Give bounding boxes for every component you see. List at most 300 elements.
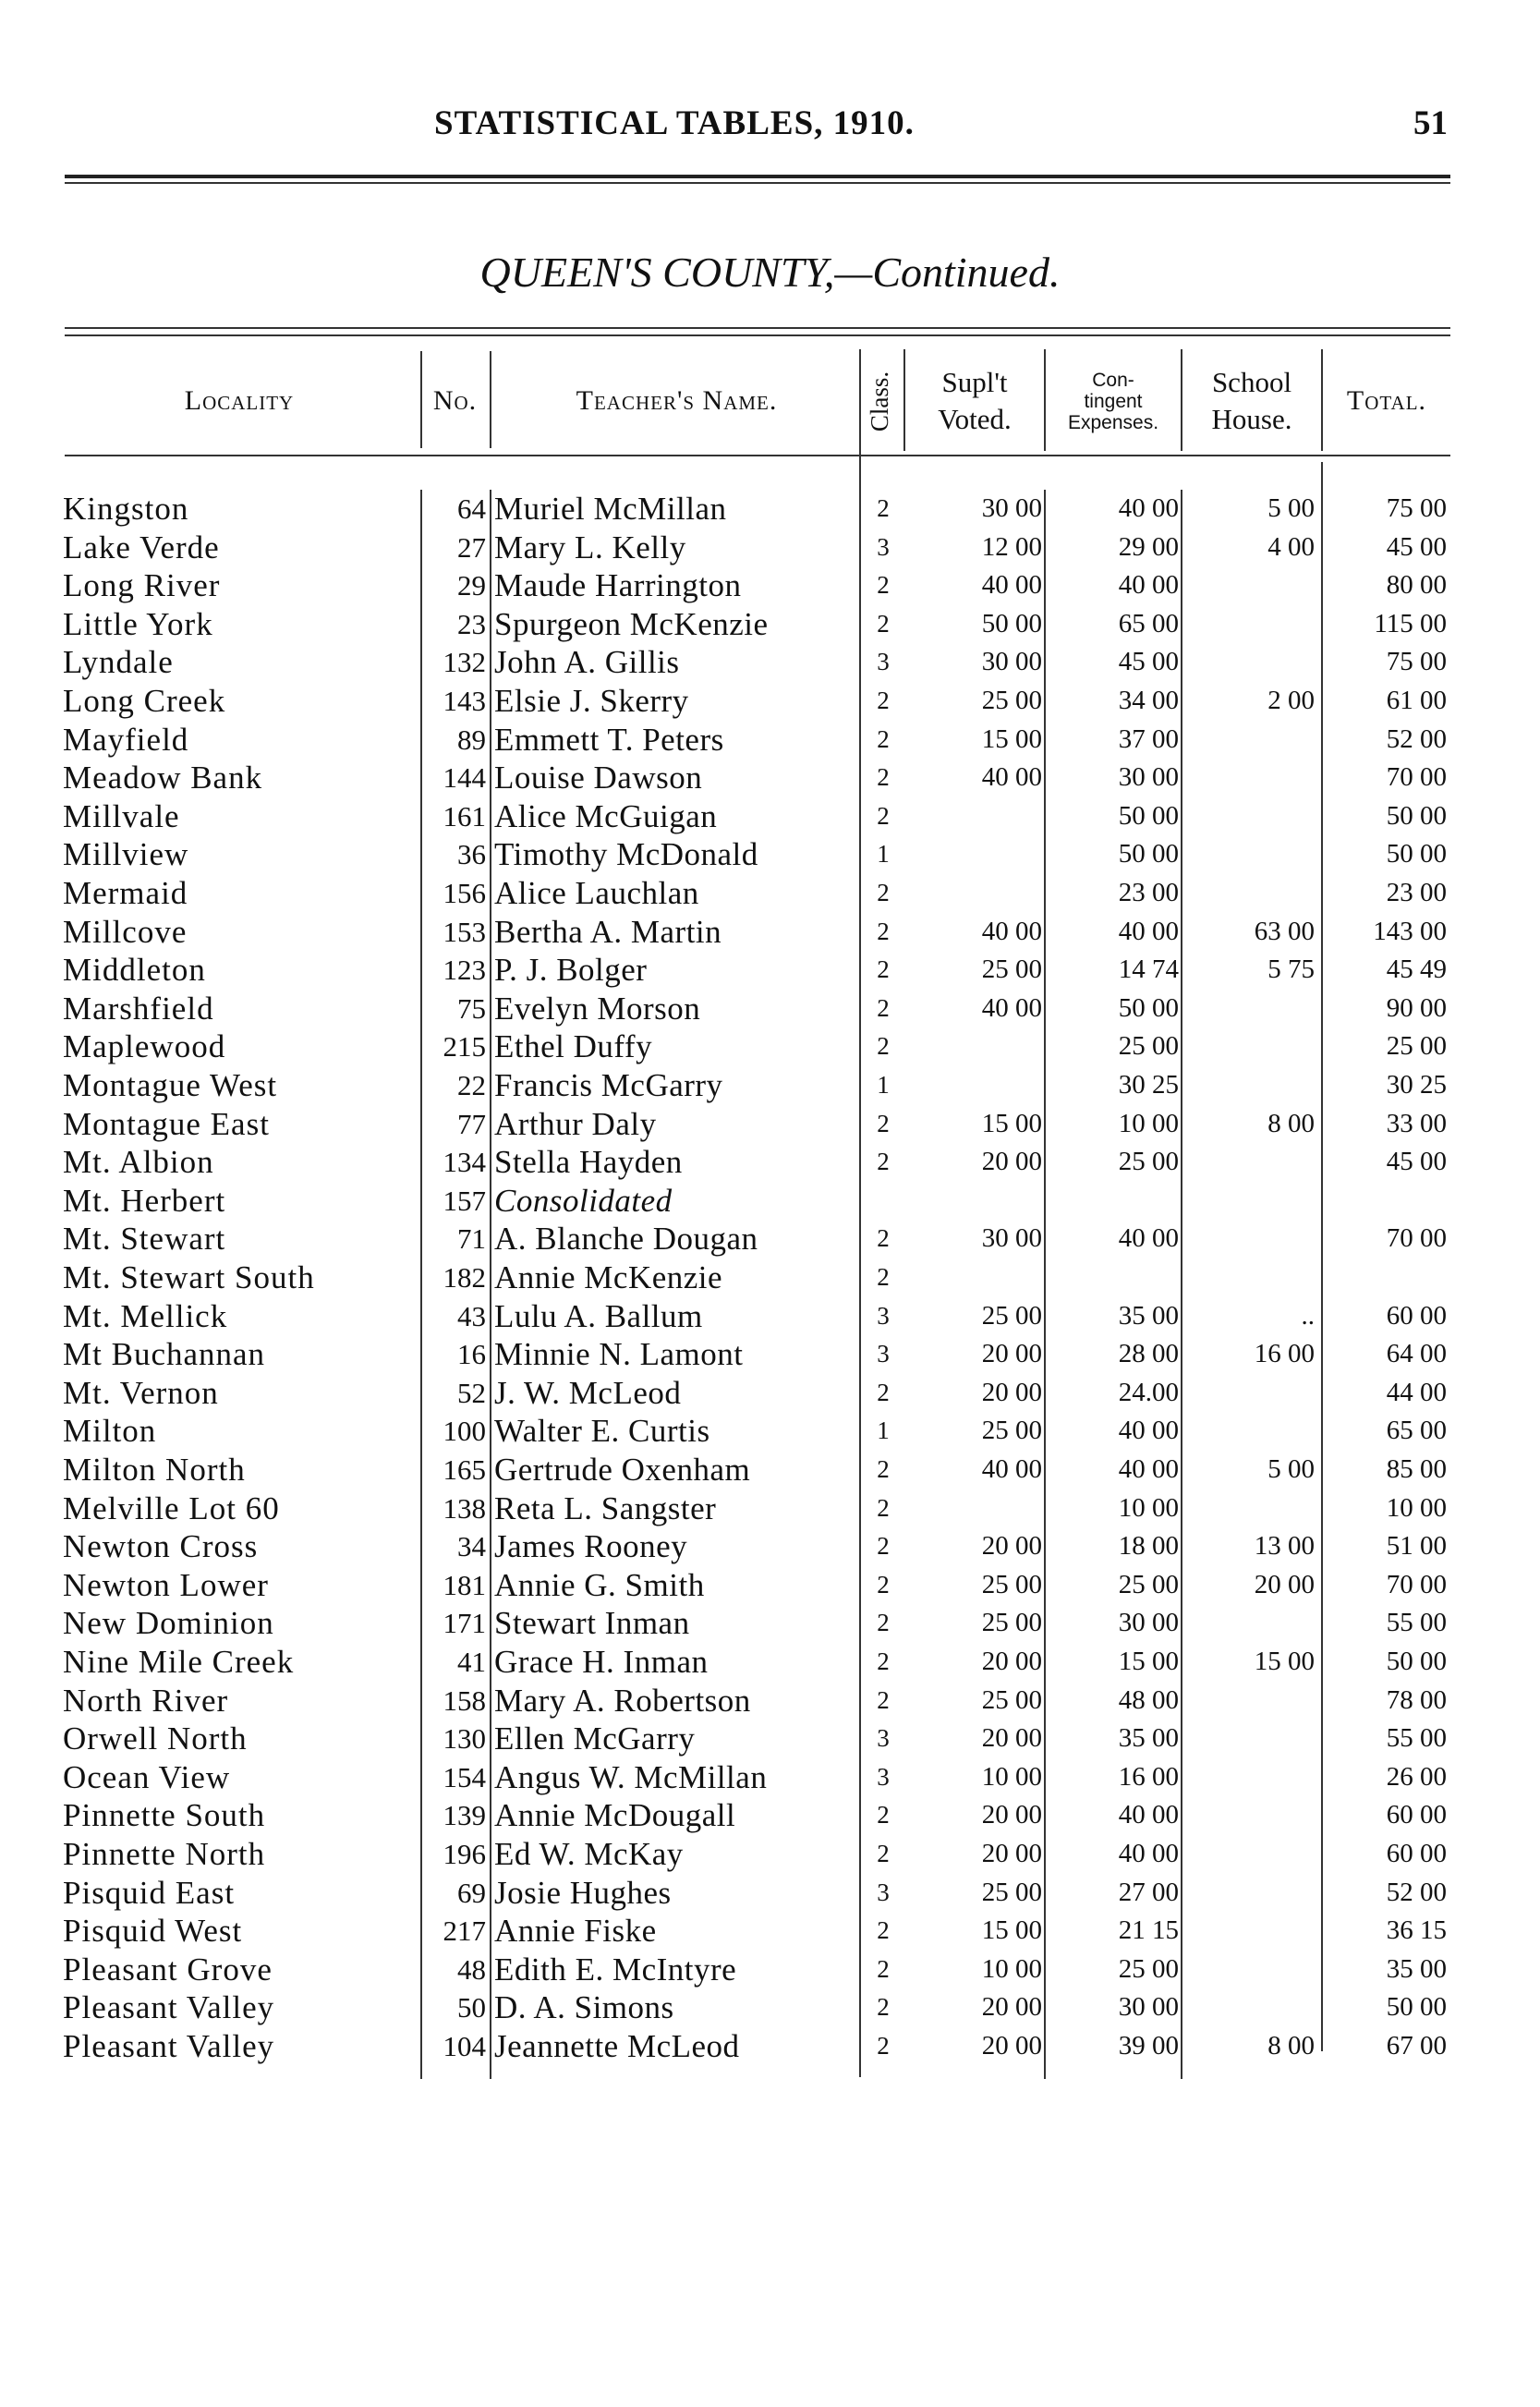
number-cell: 23 <box>457 607 486 640</box>
class-cell: 2 <box>877 1224 890 1253</box>
header-class <box>859 346 902 456</box>
header-class-label: Class. <box>866 371 894 432</box>
supl-voted-cell: 30 00 <box>981 647 1042 677</box>
table-row <box>0 1182 1540 1221</box>
school-house-cell: 2 00 <box>1267 686 1315 715</box>
school-house-cell: 63 00 <box>1254 916 1315 946</box>
locality-cell: Millcove <box>63 913 188 950</box>
total-cell: 35 00 <box>1386 1953 1447 1984</box>
number-cell: 196 <box>443 1838 486 1870</box>
table-row <box>0 835 1540 874</box>
locality-cell: Newton Lower <box>63 1566 269 1603</box>
header-locality: Locality <box>184 385 295 416</box>
supl-voted-cell: 25 00 <box>981 1684 1042 1715</box>
supl-voted-cell: 40 00 <box>981 1454 1042 1484</box>
total-cell: 52 00 <box>1386 1877 1447 1907</box>
class-cell: 3 <box>877 1301 890 1330</box>
table-row <box>0 682 1540 721</box>
number-cell: 100 <box>443 1415 486 1448</box>
school-house-cell: 15 00 <box>1254 1647 1315 1676</box>
table-row <box>0 1335 1540 1374</box>
table-row <box>0 1758 1540 1797</box>
total-cell: 25 00 <box>1386 1031 1447 1062</box>
supl-voted-cell: 20 00 <box>981 1839 1042 1868</box>
total-cell: 51 00 <box>1386 1531 1447 1562</box>
running-head-title: STATISTICAL TABLES, 1910. <box>434 104 915 142</box>
supl-voted-cell: 30 00 <box>981 1223 1042 1254</box>
school-house-cell: 5 00 <box>1267 493 1315 523</box>
contingent-cell: 15 00 <box>1118 1647 1179 1676</box>
contingent-cell: 10 00 <box>1118 1492 1179 1523</box>
table-row <box>0 1604 1540 1643</box>
total-cell: 50 00 <box>1386 839 1447 869</box>
supl-voted-cell: 25 00 <box>981 686 1042 715</box>
contingent-cell: 23 00 <box>1118 878 1179 907</box>
locality-cell: Mt. Albion <box>63 1144 214 1181</box>
supl-voted-cell: 40 00 <box>981 916 1042 946</box>
contingent-cell: 40 00 <box>1118 1416 1179 1446</box>
table-row <box>0 1105 1540 1144</box>
supl-voted-cell: 20 00 <box>981 1723 1042 1754</box>
teacher-cell: John A. Gillis <box>494 644 680 681</box>
locality-cell: Pisquid East <box>63 1874 236 1911</box>
total-cell: 115 00 <box>1374 608 1447 638</box>
class-cell: 3 <box>877 648 890 676</box>
total-cell: 75 00 <box>1386 493 1447 523</box>
contingent-cell: 50 00 <box>1118 800 1179 831</box>
contingent-cell: 24.00 <box>1118 1377 1179 1407</box>
supl-voted-cell: 20 00 <box>981 1800 1042 1830</box>
number-cell: 161 <box>443 799 486 833</box>
contingent-cell: 37 00 <box>1118 723 1179 754</box>
total-cell: 67 00 <box>1386 2031 1447 2061</box>
number-cell: 71 <box>457 1222 486 1256</box>
contingent-cell: 40 00 <box>1118 1839 1179 1868</box>
total-cell: 26 00 <box>1386 1761 1447 1792</box>
class-cell: 2 <box>877 494 890 522</box>
class-cell: 2 <box>877 917 890 945</box>
class-cell: 2 <box>877 1532 890 1561</box>
contingent-cell: 14 74 <box>1118 954 1179 985</box>
teacher-cell: Ed W. McKay <box>494 1836 684 1872</box>
locality-cell: Maplewood <box>63 1028 226 1065</box>
locality-cell: Orwell North <box>63 1720 248 1757</box>
supl-voted-cell: 40 00 <box>981 762 1042 793</box>
teacher-cell: J. W. McLeod <box>494 1374 682 1411</box>
total-cell: 33 00 <box>1386 1108 1447 1138</box>
table-row <box>0 1066 1540 1105</box>
col-rule-6 <box>1181 349 1182 451</box>
table-row <box>0 643 1540 682</box>
supl-voted-cell: 15 00 <box>981 1915 1042 1946</box>
table-row <box>0 1451 1540 1489</box>
locality-cell: Mt. Stewart <box>63 1221 226 1258</box>
class-cell: 2 <box>877 1570 890 1599</box>
class-cell: 2 <box>877 571 890 600</box>
class-cell: 1 <box>877 1071 890 1099</box>
contingent-cell: 40 00 <box>1118 1800 1179 1830</box>
supl-voted-cell: 50 00 <box>981 608 1042 638</box>
teacher-cell: Mary L. Kelly <box>494 529 686 565</box>
number-cell: 27 <box>457 530 486 564</box>
col-rule-4 <box>903 349 905 451</box>
table-row <box>0 1988 1540 2027</box>
table-row <box>0 2027 1540 2066</box>
total-cell: 80 00 <box>1386 570 1447 601</box>
supl-voted-cell: 12 00 <box>981 531 1042 562</box>
supl-voted-cell: 25 00 <box>981 1608 1042 1638</box>
locality-cell: Montague West <box>63 1067 278 1103</box>
locality-cell: Nine Mile Creek <box>63 1644 295 1680</box>
contingent-cell: 10 00 <box>1118 1108 1179 1138</box>
number-cell: 52 <box>457 1376 486 1409</box>
locality-cell: Milton <box>63 1413 157 1450</box>
class-cell: 2 <box>877 763 890 792</box>
class-cell: 1 <box>877 1416 890 1445</box>
header-teacher: Teacher's Name. <box>576 385 778 416</box>
class-cell: 2 <box>877 609 890 638</box>
table-header <box>0 346 1540 456</box>
number-cell: 123 <box>443 954 486 987</box>
supl-voted-cell: 25 00 <box>981 1416 1042 1446</box>
teacher-cell: Muriel McMillan <box>494 491 727 527</box>
school-house-cell: 13 00 <box>1254 1531 1315 1562</box>
running-head <box>0 103 1540 150</box>
class-cell: 2 <box>877 993 890 1022</box>
contingent-cell: 50 00 <box>1118 992 1179 1023</box>
teacher-cell: Walter E. Curtis <box>494 1413 710 1450</box>
table-row <box>0 990 1540 1028</box>
teacher-cell: Elsie J. Skerry <box>494 683 689 719</box>
supl-voted-cell: 20 00 <box>981 1377 1042 1407</box>
header-supl <box>905 346 1044 456</box>
table-row <box>0 874 1540 913</box>
teacher-cell: Consolidated <box>494 1182 673 1219</box>
number-cell: 217 <box>443 1915 486 1948</box>
total-cell: 55 00 <box>1386 1723 1447 1754</box>
teacher-cell: Reta L. Sangster <box>494 1489 717 1526</box>
table-row <box>0 1297 1540 1336</box>
table-row <box>0 1143 1540 1182</box>
locality-cell: Middleton <box>63 952 206 989</box>
total-cell: 10 00 <box>1386 1492 1447 1523</box>
table-row <box>0 1951 1540 1989</box>
supl-voted-cell: 10 00 <box>981 1953 1042 1984</box>
locality-cell: Pinnette North <box>63 1836 266 1872</box>
number-cell: 69 <box>457 1876 486 1909</box>
header-cont-line1: Con- <box>1092 369 1134 391</box>
locality-cell: Mt. Stewart South <box>63 1259 315 1295</box>
contingent-cell: 48 00 <box>1118 1684 1179 1715</box>
teacher-cell: Ellen McGarry <box>494 1720 696 1757</box>
school-house-cell: 8 00 <box>1267 1108 1315 1138</box>
class-cell: 2 <box>877 1609 890 1637</box>
col-rule-5 <box>1044 349 1046 451</box>
col-rule-7 <box>1321 349 1323 451</box>
table-row <box>0 1527 1540 1566</box>
table-row <box>0 1874 1540 1913</box>
table-row <box>0 1720 1540 1758</box>
number-cell: 16 <box>457 1338 486 1371</box>
number-cell: 22 <box>457 1069 486 1101</box>
contingent-cell: 40 00 <box>1118 916 1179 946</box>
total-cell: 70 00 <box>1386 762 1447 793</box>
supl-voted-cell: 20 00 <box>981 1531 1042 1562</box>
locality-cell: Newton Cross <box>63 1528 259 1565</box>
teacher-cell: Timothy McDonald <box>494 836 758 873</box>
teacher-cell: Emmett T. Peters <box>494 721 724 758</box>
class-cell: 2 <box>877 1840 890 1867</box>
header-school-house <box>1182 346 1321 456</box>
teacher-cell: Josie Hughes <box>494 1874 672 1911</box>
header-supl-line2: Voted. <box>938 403 1012 435</box>
total-cell: 78 00 <box>1386 1684 1447 1715</box>
class-cell: 2 <box>877 1148 890 1176</box>
class-cell: 1 <box>877 840 890 869</box>
contingent-cell: 25 00 <box>1118 1569 1179 1599</box>
table-row <box>0 951 1540 990</box>
table-row <box>0 1682 1540 1720</box>
class-cell: 2 <box>877 1685 890 1714</box>
table-row <box>0 913 1540 952</box>
teacher-cell: Alice Lauchlan <box>494 875 699 911</box>
teacher-cell: Stewart Inman <box>494 1605 690 1642</box>
contingent-cell: 27 00 <box>1118 1877 1179 1907</box>
number-cell: 36 <box>457 838 486 871</box>
class-cell: 3 <box>877 1340 890 1368</box>
class-cell: 2 <box>877 1647 890 1675</box>
number-cell: 138 <box>443 1491 486 1525</box>
locality-cell: Millview <box>63 836 189 873</box>
table-row <box>0 1643 1540 1682</box>
teacher-cell: Mary A. Robertson <box>494 1682 751 1719</box>
number-cell: 143 <box>443 685 486 717</box>
locality-cell: Pisquid West <box>63 1913 243 1950</box>
total-cell: 36 15 <box>1386 1915 1447 1946</box>
total-cell: 55 00 <box>1386 1608 1447 1638</box>
contingent-cell: 30 00 <box>1118 1608 1179 1638</box>
table-row <box>0 721 1540 760</box>
supl-voted-cell: 15 00 <box>981 723 1042 754</box>
total-cell: 60 00 <box>1386 1800 1447 1830</box>
locality-cell: New Dominion <box>63 1605 274 1642</box>
total-cell: 45 49 <box>1386 954 1447 985</box>
table-row <box>0 1835 1540 1874</box>
school-house-cell: 5 75 <box>1267 954 1315 985</box>
class-cell: 2 <box>877 1493 890 1522</box>
class-cell: 2 <box>877 1954 890 1983</box>
number-cell: 181 <box>443 1568 486 1601</box>
contingent-cell: 35 00 <box>1118 1723 1179 1754</box>
school-house-cell: 5 00 <box>1267 1454 1315 1484</box>
locality-cell: Mayfield <box>63 721 189 758</box>
table-row <box>0 1258 1540 1297</box>
table-row <box>0 529 1540 567</box>
contingent-cell: 50 00 <box>1118 839 1179 869</box>
header-total: Total. <box>1346 385 1427 416</box>
contingent-cell: 18 00 <box>1118 1531 1179 1562</box>
teacher-cell: Lulu A. Ballum <box>494 1297 703 1334</box>
total-cell: 60 00 <box>1386 1300 1447 1331</box>
class-cell: 2 <box>877 1263 890 1291</box>
teacher-cell: Gertrude Oxenham <box>494 1452 751 1488</box>
total-cell: 70 00 <box>1386 1223 1447 1254</box>
number-cell: 165 <box>443 1453 486 1486</box>
table-row <box>0 1027 1540 1066</box>
teacher-cell: Annie G. Smith <box>494 1566 705 1603</box>
contingent-cell: 29 00 <box>1118 531 1179 562</box>
teacher-cell: D. A. Simons <box>494 1989 674 2026</box>
table-row <box>0 1220 1540 1258</box>
number-cell: 130 <box>443 1722 486 1756</box>
contingent-cell: 28 00 <box>1118 1339 1179 1369</box>
contingent-cell: 25 00 <box>1118 1031 1179 1062</box>
number-cell: 154 <box>443 1760 486 1793</box>
locality-cell: Kingston <box>63 491 189 527</box>
number-cell: 43 <box>457 1299 486 1332</box>
teacher-cell: James Rooney <box>494 1528 688 1565</box>
table-row <box>0 1566 1540 1605</box>
class-cell: 2 <box>877 801 890 830</box>
table-top-rule-2 <box>65 334 1450 336</box>
header-contingent <box>1046 346 1181 456</box>
total-cell: 75 00 <box>1386 647 1447 677</box>
table-row <box>0 759 1540 797</box>
locality-cell: North River <box>63 1682 229 1719</box>
total-cell: 70 00 <box>1386 1569 1447 1599</box>
teacher-cell: P. J. Bolger <box>494 952 648 989</box>
locality-cell: Mt Buchannan <box>63 1336 266 1373</box>
class-cell: 2 <box>877 1455 890 1483</box>
number-cell: 182 <box>443 1261 486 1294</box>
number-cell: 77 <box>457 1107 486 1140</box>
class-cell: 2 <box>877 1993 890 2022</box>
teacher-cell: Annie McKenzie <box>494 1259 723 1295</box>
col-rule-1 <box>420 351 422 448</box>
total-cell: 50 00 <box>1386 1992 1447 2023</box>
table-row <box>0 1374 1540 1413</box>
total-cell: 50 00 <box>1386 800 1447 831</box>
class-cell: 2 <box>877 724 890 753</box>
teacher-cell: Louise Dawson <box>494 760 703 796</box>
locality-cell: Long Creek <box>63 683 226 719</box>
contingent-cell: 30 00 <box>1118 1992 1179 2023</box>
number-cell: 156 <box>443 877 486 909</box>
number-cell: 104 <box>443 2030 486 2062</box>
contingent-cell: 30 00 <box>1118 762 1179 793</box>
locality-cell: Lyndale <box>63 644 174 681</box>
number-cell: 144 <box>443 761 486 795</box>
number-cell: 171 <box>443 1607 486 1640</box>
total-cell: 52 00 <box>1386 723 1447 754</box>
total-cell: 45 00 <box>1386 1147 1447 1177</box>
locality-cell: Pleasant Valley <box>63 2028 275 2064</box>
table-row <box>0 490 1540 529</box>
teacher-cell: A. Blanche Dougan <box>494 1221 758 1258</box>
class-cell: 2 <box>877 1801 890 1830</box>
supl-voted-cell: 25 00 <box>981 954 1042 985</box>
teacher-cell: Edith E. McIntyre <box>494 1951 737 1988</box>
contingent-cell: 16 00 <box>1118 1761 1179 1792</box>
total-cell: 61 00 <box>1386 686 1447 715</box>
class-cell: 3 <box>877 532 890 561</box>
total-cell: 50 00 <box>1386 1647 1447 1676</box>
table-row <box>0 1796 1540 1835</box>
number-cell: 75 <box>457 991 486 1025</box>
locality-cell: Melville Lot 60 <box>63 1489 280 1526</box>
teacher-cell: Angus W. McMillan <box>494 1758 768 1795</box>
supl-voted-cell: 15 00 <box>981 1108 1042 1138</box>
header-house-line2: House. <box>1211 403 1292 435</box>
supl-voted-cell: 25 00 <box>981 1300 1042 1331</box>
header-supl-line1: Supl't <box>941 366 1008 398</box>
number-cell: 48 <box>457 1952 486 1986</box>
locality-cell: Marshfield <box>63 990 214 1027</box>
locality-cell: Mt. Vernon <box>63 1374 219 1411</box>
number-cell: 139 <box>443 1799 486 1832</box>
locality-cell: Mt. Mellick <box>63 1297 228 1334</box>
teacher-cell: Jeannette McLeod <box>494 2028 740 2064</box>
header-rule-top <box>65 175 1450 178</box>
locality-cell: Mt. Herbert <box>63 1182 226 1219</box>
contingent-cell: 65 00 <box>1118 608 1179 638</box>
class-cell: 2 <box>877 687 890 714</box>
class-cell: 3 <box>877 1878 890 1906</box>
locality-cell: Pinnette South <box>63 1797 266 1834</box>
teacher-cell: Francis McGarry <box>494 1067 723 1103</box>
class-cell: 2 <box>877 1916 890 1945</box>
total-cell: 90 00 <box>1386 992 1447 1023</box>
contingent-cell: 35 00 <box>1118 1300 1179 1331</box>
teacher-cell: Minnie N. Lamont <box>494 1336 744 1373</box>
total-cell: 65 00 <box>1386 1416 1447 1446</box>
number-cell: 29 <box>457 569 486 602</box>
locality-cell: Millvale <box>63 797 180 834</box>
locality-cell: Milton North <box>63 1452 246 1488</box>
header-no: No. <box>432 385 478 416</box>
locality-cell: Long River <box>63 567 221 604</box>
class-cell: 2 <box>877 1378 890 1406</box>
contingent-cell: 40 00 <box>1118 1223 1179 1254</box>
teacher-cell: Bertha A. Martin <box>494 913 722 950</box>
table-top-rule <box>65 327 1450 329</box>
supl-voted-cell: 20 00 <box>981 2031 1042 2061</box>
number-cell: 89 <box>457 723 486 756</box>
contingent-cell: 30 25 <box>1118 1070 1179 1100</box>
teacher-cell: Annie McDougall <box>494 1797 736 1834</box>
teacher-cell: Evelyn Morson <box>494 990 701 1027</box>
supl-voted-cell: 30 00 <box>981 493 1042 523</box>
supl-voted-cell: 20 00 <box>981 1339 1042 1369</box>
col-rule-2 <box>490 351 491 448</box>
class-cell: 2 <box>877 1032 890 1061</box>
contingent-cell: 25 00 <box>1118 1953 1179 1984</box>
teacher-cell: Maude Harrington <box>494 567 742 604</box>
table-row <box>0 1412 1540 1451</box>
section-title: QUEEN'S COUNTY,—Continued. <box>479 249 1061 296</box>
supl-voted-cell: 20 00 <box>981 1147 1042 1177</box>
contingent-cell: 34 00 <box>1118 686 1179 715</box>
school-house-cell: 4 00 <box>1267 531 1315 562</box>
supl-voted-cell: 25 00 <box>981 1569 1042 1599</box>
class-cell: 3 <box>877 1762 890 1791</box>
table-row <box>0 1489 1540 1528</box>
total-cell: 85 00 <box>1386 1454 1447 1484</box>
school-house-cell: .. <box>1301 1300 1315 1331</box>
total-cell: 45 00 <box>1386 531 1447 562</box>
contingent-cell: 21 15 <box>1118 1915 1179 1946</box>
locality-cell: Ocean View <box>63 1758 231 1795</box>
